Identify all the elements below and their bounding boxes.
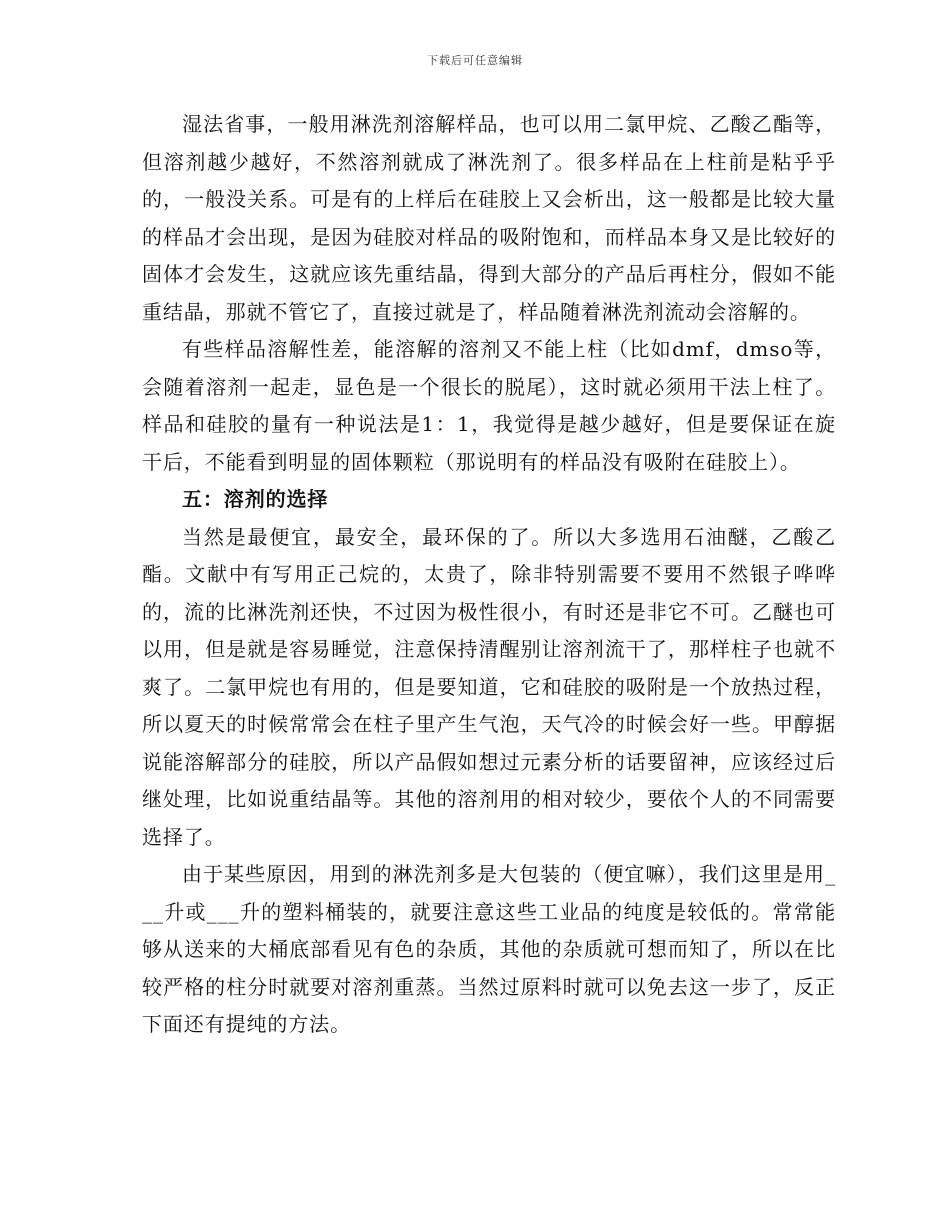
paragraph-solvent-purity: 由于某些原因，用到的淋洗剂多是大包装的（便宜嘛），我们这里是用___升或___升的塑料桶装的，就要注意这些工业品的纯度是较低的。常常能够从送来的大桶底部看见有色的杂质，其他的杂质就可想而知了，所以在比较严格的柱分时就要对溶剂重蒸。当然过原料时就可以免去这一步了，反正下面还有提纯的方法。: [142, 862, 836, 1036]
paragraph-solvent-choice: 当然是最便宜，最安全，最环保的了。所以大多选用石油醚，乙酸乙酯。文献中有写用正己烷的，太贵了，除非特别需要不要用不然银子哗哗的，流的比淋洗剂还快，不过因为极性很小，有时还是非它不可。乙醚也可以用，但是就是容易睡觉，注意保持清醒别让溶剂流干了，那样柱子也就不爽了。二氯甲烷也有用的，但是要知道，它和硅胶的吸附是一个放热过程，所以夏天的时候常常会在柱子里产生气泡，天气冷的时候会好一些。甲醇据说能溶解部分的硅胶，所以产品假如想过元素分析的话要留神，应该经过后继处理，比如说重结晶等。其他的溶剂用的相对较少，要依个人的不同需要选择了。: [142, 524, 836, 849]
document-body: [142, 106, 836, 1044]
paragraph-wet-loading: 湿法省事，一般用淋洗剂溶解样品，也可以用二氯甲烷、乙酸乙酯等，但溶剂越少越好，不然溶剂就成了淋洗剂了。很多样品在上柱前是粘乎乎的，一般没关系。可是有的上样后在硅胶上又会析出，这一般都是比较大量的样品才会出现，是因为硅胶对样品的吸附饱和，而样品本身又是比较好的固体才会发生，这就应该先重结晶，得到大部分的产品后再柱分，假如不能重结晶，那就不管它了，直接过就是了，样品随着淋洗剂流动会溶解的。: [142, 112, 836, 324]
page-header: 下载后可任意编辑: [427, 54, 523, 67]
paragraph-dry-loading: 有些样品溶解性差，能溶解的溶剂又不能上柱（比如dmf，dmso等，会随着溶剂一起走，显色是一个很长的脱尾），这时就必须用干法上柱了。样品和硅胶的量有一种说法是1：1，我觉得是越少越好，但是要保证在旋干后，不能看到明显的固体颗粒（那说明有的样品没有吸附在硅胶上）。: [142, 337, 836, 474]
section-heading-solvent-choice: 五：溶剂的选择: [182, 487, 329, 511]
